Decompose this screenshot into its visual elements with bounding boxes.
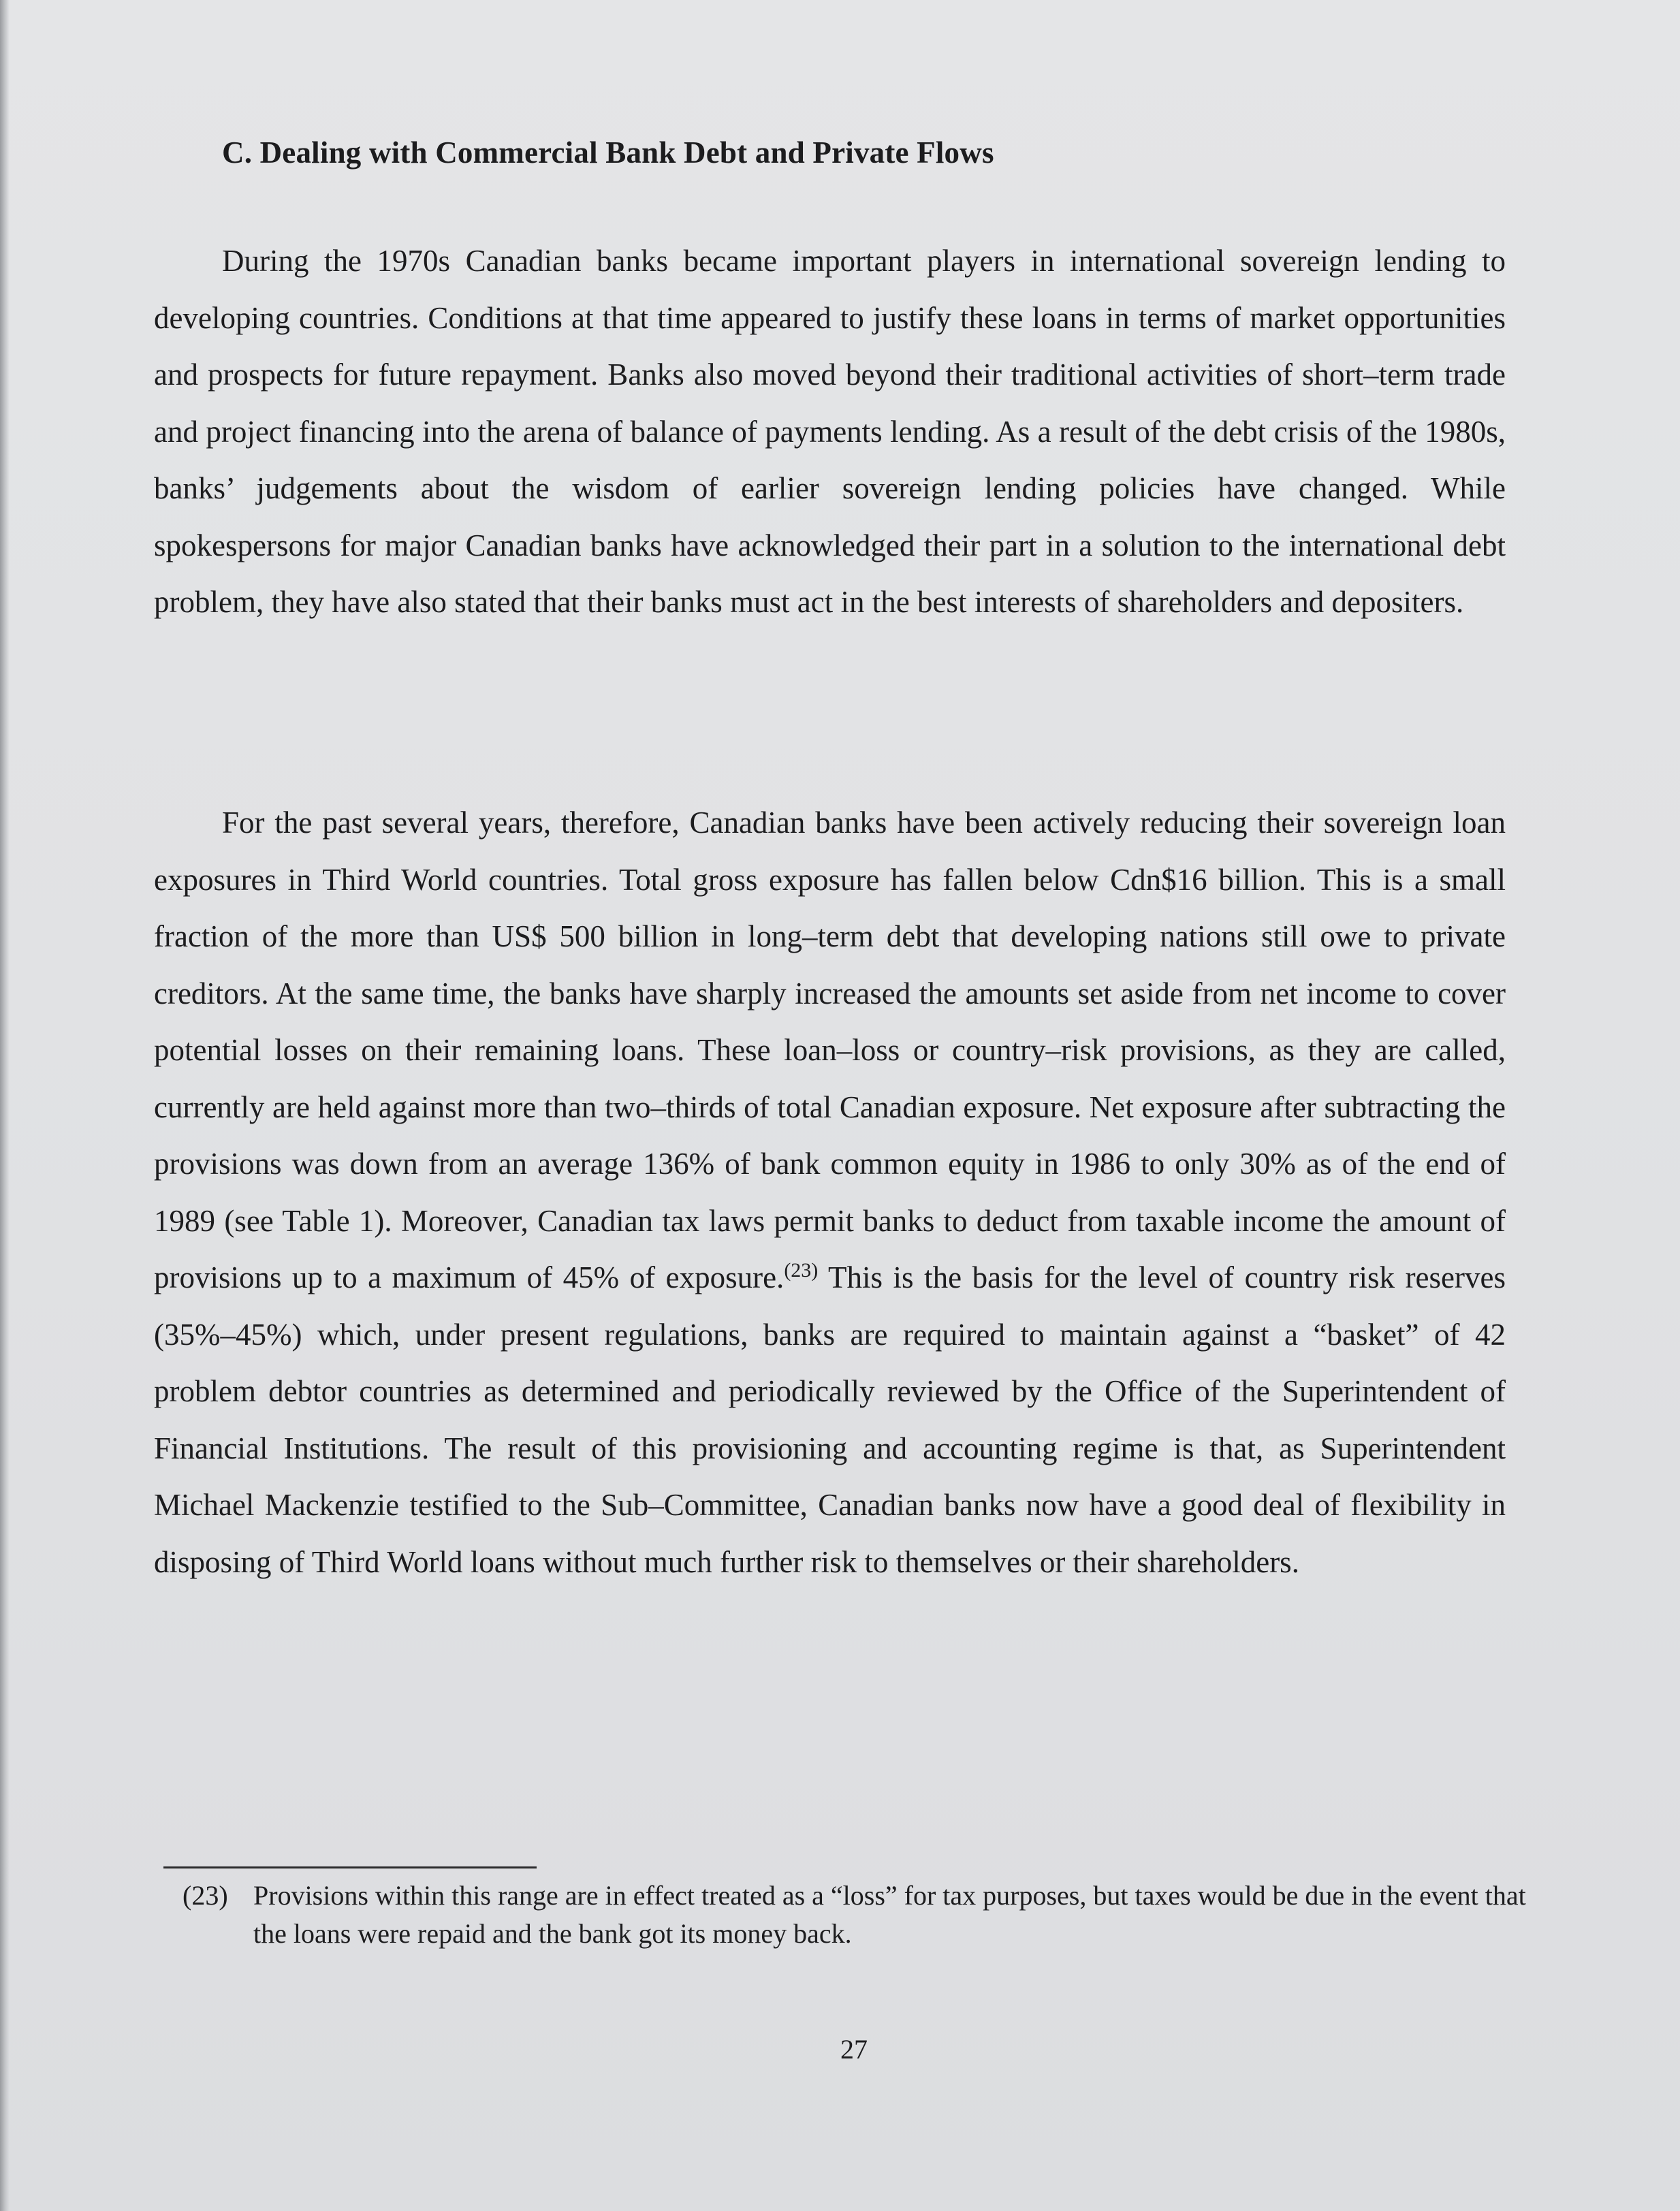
footnote-text: Provisions within this range are in effect treated as a “loss” for tax purposes, but taxes would be due in the event that the loans were repaid and the bank got its money back.	[253, 1880, 1526, 1949]
footnote	[183, 1877, 1538, 1953]
paragraph-2	[154, 795, 1506, 1591]
paragraph-2-text-start: For the past several years, therefore, Canadian banks have been actively reducing their sovereign loan exposures in Third World countries. Total gross exposure has fallen below Cdn$16 billion. This is a small fraction of the more than US$ 500 billion in long–term debt that developing nations still owe to private creditors. At the same time, the banks have sharply increased the amounts set aside from net income to cover potential losses on their remaining loans. These loan–loss or country–risk provisions, as they are called, currently are held against more than two–thirds of total Canadian exposure. Net exposure after subtracting the provisions was down from an average 136% of bank common equity in 1986 to only 30% as of the end of 1989 (see Table 1). Moreover, Canadian tax laws permit banks to deduct from taxable income the amount of provisions up to a maximum of 45% of exposure.	[154, 806, 1506, 1294]
footnote-reference: (23)	[784, 1259, 819, 1282]
footnote-divider	[163, 1866, 537, 1868]
page-content	[154, 0, 1526, 2211]
page-binding-edge	[0, 0, 10, 2211]
paragraph-2-text-end: This is the basis for the level of country risk reserves (35%–45%) which, under present regulations, banks are required to maintain against a “basket” of 42 problem debtor countries as determined and periodically reviewed by the Office of the Superintendent of Financial Institutions. The result of this provisioning and accounting regime is that, as Superintendent Michael Mackenzie testified to the Sub–Committee, Canadian banks now have a good deal of flexibility in disposing of Third World loans without much further risk to themselves or their shareholders.	[154, 1260, 1506, 1579]
section-heading: C. Dealing with Commercial Bank Debt and Private Flows	[222, 136, 994, 170]
page-number: 27	[840, 2034, 868, 2065]
paragraph-1	[154, 233, 1506, 631]
paragraph-1-text: During the 1970s Canadian banks became important players in international sovereign lending to developing countries. Conditions at that time appeared to justify these loans in terms of market opportunities and prospects for future repayment. Banks also moved beyond their traditional activities of short–term trade and project financing into the arena of balance of payments lending. As a result of the debt crisis of the 1980s, banks’ judgements about the wisdom of earlier sovereign lending policies have changed. While spokespersons for major Canadian banks have acknowledged their part in a solution to the international debt problem, they have also stated that their banks must act in the best interests of shareholders and depositers.	[154, 244, 1506, 619]
footnote-number: (23)	[183, 1880, 228, 1911]
